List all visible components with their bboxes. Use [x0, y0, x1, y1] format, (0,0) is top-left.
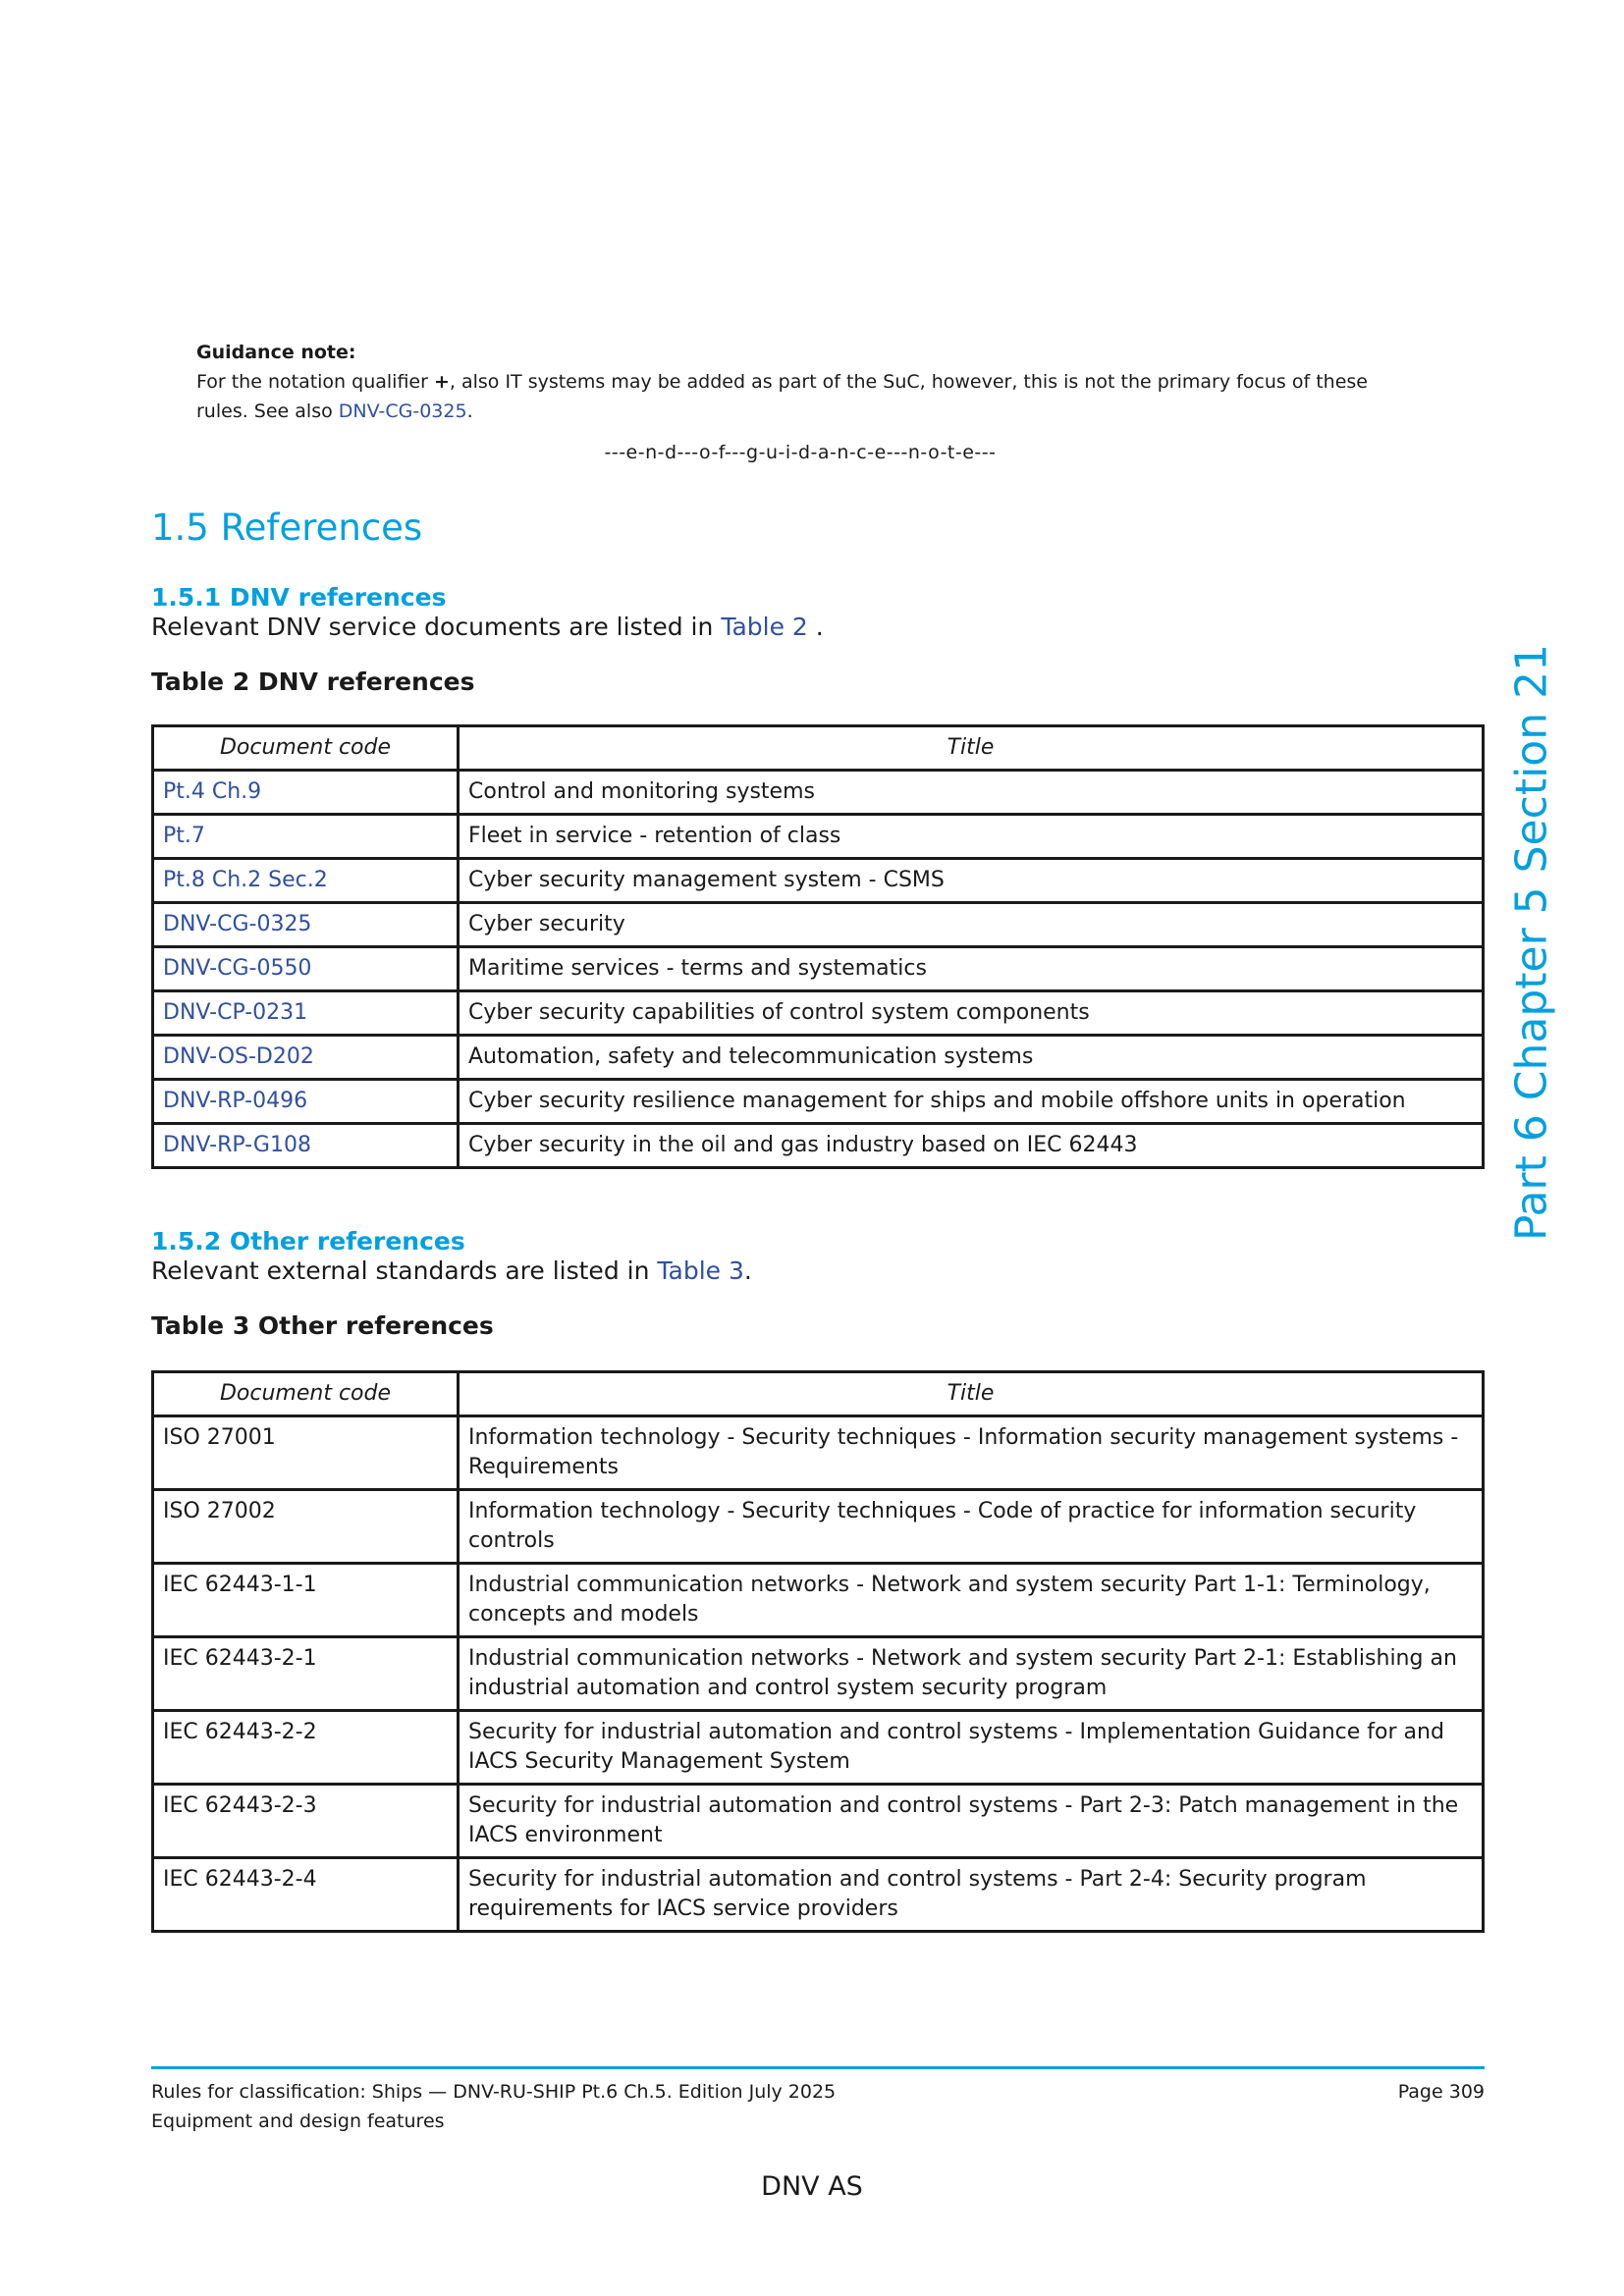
- table-row: [153, 1637, 1484, 1711]
- table2-caption: Table 2 DNV references: [151, 667, 475, 696]
- table-row: [153, 1564, 1484, 1637]
- guidance-link[interactable]: DNV-CG-0325: [338, 400, 467, 422]
- column-header-title: Title: [459, 1372, 1484, 1416]
- other-references-paragraph: [151, 1256, 752, 1285]
- subsection-heading-dnv: 1.5.1 DNV references: [151, 583, 447, 612]
- table-row: [153, 815, 1484, 859]
- document-title-cell: Cyber security resilience management for ships and mobile offshore units in operation: [459, 1080, 1484, 1124]
- document-code-cell: IEC 62443-2-1: [153, 1637, 459, 1711]
- column-header-code: Document code: [153, 1372, 459, 1416]
- document-code-cell: ISO 27001: [153, 1416, 459, 1490]
- document-code-link[interactable]: DNV-CG-0325: [163, 912, 312, 936]
- footer-line2: Equipment and design features: [151, 2110, 445, 2132]
- document-code-cell: [153, 903, 459, 947]
- document-code-cell: [153, 815, 459, 859]
- footer-divider: [151, 2066, 1485, 2069]
- document-title-cell: Industrial communication networks - Network and system security Part 1-1: Terminology, concepts and models: [459, 1564, 1484, 1637]
- document-title-cell: Information technology - Security techniques - Information security management systems - Requirements: [459, 1416, 1484, 1490]
- document-title-cell: Information technology - Security techniques - Code of practice for information security controls: [459, 1490, 1484, 1564]
- table3-caption: Table 3 Other references: [151, 1311, 494, 1340]
- company-name: DNV AS: [761, 2171, 863, 2202]
- column-header-code: Document code: [153, 726, 459, 771]
- para-text: Relevant DNV service documents are listed in: [151, 613, 722, 641]
- document-code-link[interactable]: DNV-RP-G108: [163, 1133, 311, 1157]
- document-title-cell: Cyber security capabilities of control system components: [459, 991, 1484, 1036]
- subsection-heading-other: 1.5.2 Other references: [151, 1227, 465, 1255]
- table-row: [153, 1711, 1484, 1785]
- footer: [151, 2077, 1485, 2136]
- dnv-references-table: [151, 724, 1485, 1169]
- table-row: [153, 1036, 1484, 1080]
- para-text-end: .: [807, 613, 824, 641]
- table-row: [153, 1858, 1484, 1932]
- document-title-cell: Cyber security in the oil and gas industry based on IEC 62443: [459, 1124, 1484, 1168]
- document-code-cell: [153, 1080, 459, 1124]
- document-code-link[interactable]: DNV-CP-0231: [163, 1000, 308, 1025]
- other-references-table: [151, 1370, 1485, 1933]
- table-row: [153, 947, 1484, 991]
- document-code-link[interactable]: Pt.4 Ch.9: [163, 779, 262, 804]
- document-code-cell: [153, 991, 459, 1036]
- document-title-cell: Security for industrial automation and control systems - Part 2-4: Security program requirements for IACS service providers: [459, 1858, 1484, 1932]
- footer-line1: Rules for classification: Ships — DNV-RU-SHIP Pt.6 Ch.5. Edition July 2025: [151, 2081, 837, 2103]
- document-code-cell: [153, 1124, 459, 1168]
- table-row: [153, 859, 1484, 903]
- table-header-row: [153, 1372, 1484, 1416]
- page-number: Page 309: [1397, 2081, 1485, 2103]
- document-code-cell: IEC 62443-2-2: [153, 1711, 459, 1785]
- document-title-cell: Control and monitoring systems: [459, 771, 1484, 815]
- document-code-cell: [153, 1036, 459, 1080]
- section-heading: 1.5 References: [151, 507, 423, 549]
- para-text-end: .: [743, 1256, 752, 1285]
- table3-link[interactable]: Table 3: [657, 1256, 744, 1285]
- document-title-cell: Fleet in service - retention of class: [459, 815, 1484, 859]
- document-title-cell: Maritime services - terms and systematics: [459, 947, 1484, 991]
- column-header-title: Title: [459, 726, 1484, 771]
- document-code-cell: [153, 859, 459, 903]
- document-title-cell: Industrial communication networks - Network and system security Part 2-1: Establishing an industrial automation and control system security program: [459, 1637, 1484, 1711]
- document-title-cell: Security for industrial automation and control systems - Part 2-3: Patch management in the IACS environment: [459, 1785, 1484, 1858]
- dnv-references-paragraph: [151, 613, 824, 641]
- table-row: [153, 771, 1484, 815]
- table-row: [153, 991, 1484, 1036]
- document-code-link[interactable]: DNV-CG-0550: [163, 956, 312, 981]
- document-code-cell: [153, 771, 459, 815]
- document-code-link[interactable]: DNV-RP-0496: [163, 1089, 308, 1113]
- document-code-link[interactable]: Pt.7: [163, 824, 205, 848]
- document-code-cell: [153, 947, 459, 991]
- guidance-text-before: For the notation qualifier: [196, 371, 434, 393]
- table-header-row: [153, 726, 1484, 771]
- table-row: [153, 903, 1484, 947]
- guidance-text-after: , also IT systems may be added as part of the SuC, however, this is not the primary focus of these rules. See also: [196, 371, 1368, 422]
- guidance-title: Guidance note:: [196, 342, 356, 363]
- document-code-cell: IEC 62443-2-4: [153, 1858, 459, 1932]
- document-code-cell: ISO 27002: [153, 1490, 459, 1564]
- table-row: [153, 1785, 1484, 1858]
- document-title-cell: Cyber security: [459, 903, 1484, 947]
- guidance-text-end: .: [466, 400, 473, 422]
- table-row: [153, 1124, 1484, 1168]
- guidance-end-marker: ---e-n-d---o-f---g-u-i-d-a-n-c-e---n-o-t-e---: [604, 442, 997, 463]
- document-code-cell: IEC 62443-1-1: [153, 1564, 459, 1637]
- table2-link[interactable]: Table 2: [721, 613, 808, 641]
- document-code-link[interactable]: Pt.8 Ch.2 Sec.2: [163, 868, 328, 892]
- document-title-cell: Security for industrial automation and control systems - Implementation Guidance for and IACS Security Management System: [459, 1711, 1484, 1785]
- document-code-link[interactable]: DNV-OS-D202: [163, 1044, 314, 1069]
- document-title-cell: Automation, safety and telecommunication systems: [459, 1036, 1484, 1080]
- qualifier-symbol: +: [433, 371, 450, 393]
- guidance-note: [196, 338, 1404, 467]
- para-text: Relevant external standards are listed in: [151, 1256, 658, 1285]
- table-row: [153, 1416, 1484, 1490]
- guidance-text: [196, 367, 1404, 426]
- table-row: [153, 1080, 1484, 1124]
- table-row: [153, 1490, 1484, 1564]
- document-code-cell: IEC 62443-2-3: [153, 1785, 459, 1858]
- document-title-cell: Cyber security management system - CSMS: [459, 859, 1484, 903]
- side-label-text: Part 6 Chapter 5 Section 21: [1506, 643, 1557, 1242]
